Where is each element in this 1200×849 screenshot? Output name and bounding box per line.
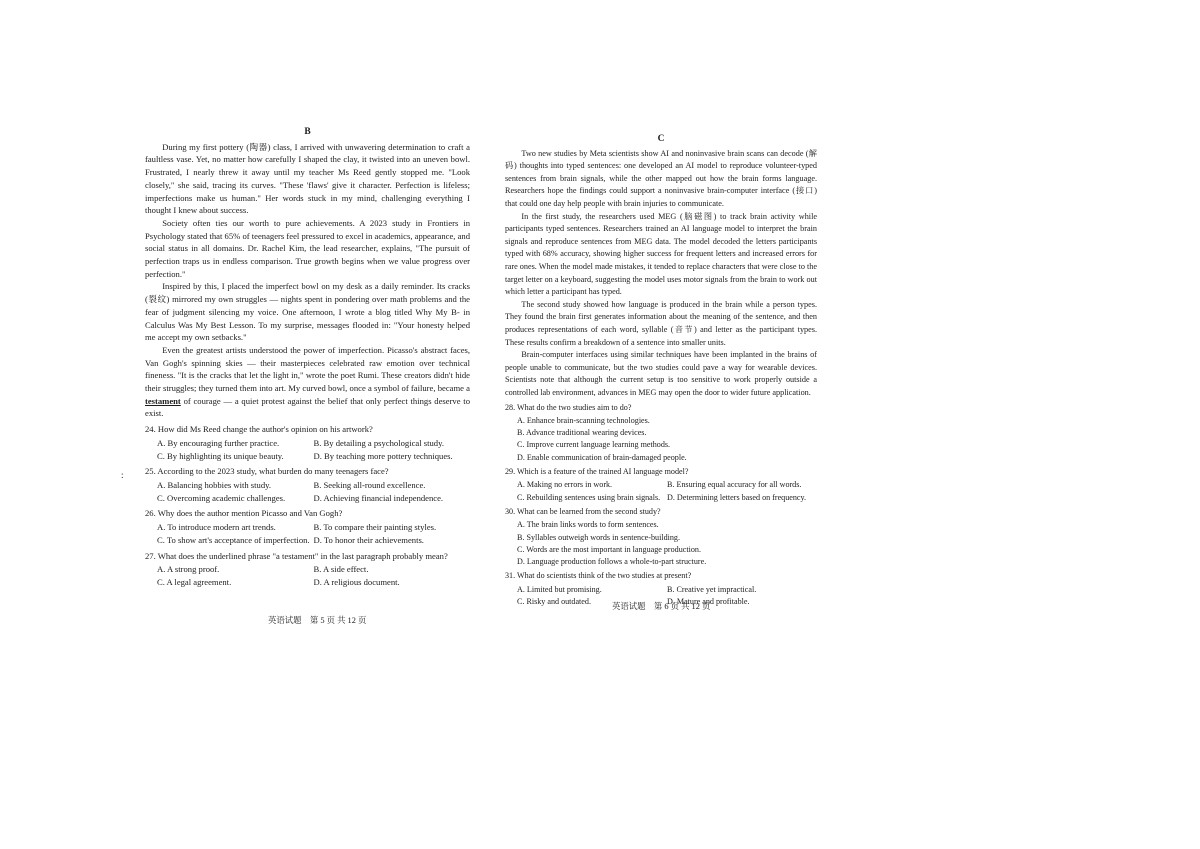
- passage-b-paragraph-4: [145, 344, 470, 420]
- question-stem: 24. How did Ms Reed change the author's opinion on his artwork?: [145, 424, 373, 435]
- question-27: [145, 550, 470, 589]
- passage-c-paragraph-3: The second study showed how language is produced in the brain while a person types. They found the brain first generates information about the meaning of the sentence, and then produces representations of each word, syllable (音节) and letter as the participant types. These results confirm a breakdown of a sentence into smaller units.: [505, 299, 817, 347]
- page-6: [505, 133, 817, 608]
- option-d[interactable]: D. A religious document.: [313, 576, 400, 587]
- question-stem: 29. Which is a feature of the trained AI language model?: [505, 467, 689, 477]
- passage-b-paragraph-3: Inspired by this, I placed the imperfect bowl on my desk as a daily reminder. Its cracks (裂纹) mirrored my own struggles — nights spent in pondering over math problems and the fear of judgment silencing my voice. One afternoon, I wrote a blog titled Why My B- in Calculus Was My Best Lesson. To my surprise, messages flooded in: "Your honesty helped me accept my own setbacks.": [145, 281, 470, 343]
- question-28: [505, 402, 817, 464]
- option-a[interactable]: A. A strong proof.: [157, 564, 220, 575]
- margin-mark: :: [121, 470, 124, 480]
- option-a[interactable]: A. Making no errors in work.: [517, 480, 613, 490]
- question-stem: 26. Why does the author mention Picasso and Van Gogh?: [145, 508, 343, 519]
- option-d[interactable]: D. Mature and profitable.: [667, 597, 750, 607]
- question-stem: 25. According to the 2023 study, what burden do many teenagers face?: [145, 466, 389, 477]
- option-c[interactable]: C. Improve current language learning methods.: [517, 440, 671, 450]
- page-5-footer: 英语试题 第 5 页 共 12 页: [268, 616, 367, 625]
- question-stem: 27. What does the underlined phrase "a testament" in the last paragraph probably mean?: [145, 550, 448, 561]
- option-b[interactable]: B. A side effect.: [313, 564, 369, 575]
- passage-c-paragraph-4: Brain-computer interfaces using similar techniques have been implanted in the brains of people unable to communicate, but the two studies could pave a way for wearable devices. Scientists note that although the current setup is too sensitive to work properly outside a controlled lab environment, advances in MEG may open the door to wider future application.: [505, 350, 817, 397]
- option-a[interactable]: A. The brain links words to form sentences.: [517, 520, 659, 530]
- question-29: [505, 466, 817, 504]
- option-a[interactable]: A. To introduce modern art trends.: [157, 522, 276, 533]
- option-b[interactable]: B. Ensuring equal accuracy for all words.: [667, 480, 802, 490]
- question-26: [145, 507, 470, 546]
- option-a[interactable]: A. Limited but promising.: [517, 584, 602, 594]
- page-5: [145, 126, 470, 589]
- question-24: [145, 423, 470, 462]
- option-c[interactable]: C. A legal agreement.: [157, 576, 232, 587]
- option-c[interactable]: C. Rebuilding sentences using brain signals.: [517, 492, 661, 502]
- option-b[interactable]: B. Advance traditional wearing devices.: [517, 428, 647, 438]
- option-b[interactable]: B. By detailing a psychological study.: [313, 437, 444, 448]
- option-c[interactable]: C. Overcoming academic challenges.: [157, 492, 286, 503]
- paragraph-4-ending: of courage — a quiet protest against the belief that only perfect things deserve to exist.: [145, 395, 470, 419]
- passage-c-paragraph-2: In the first study, the researchers used MEG (脑磁图) to track brain activity while participants typed sentences. Researchers trained an AI language model to interpret the brain signals and reproduce sentences from MEG data. The model decoded the letters participants typed with 68% accuracy, showing higher success for frequent letters and increased errors for rare ones. When the model made mistakes, it tended to replace characters that were close to the target letter on a keyboard, suggesting the model uses motor signals from the brain to work out which letter a participant has typed.: [505, 211, 817, 297]
- option-d[interactable]: D. Language production follows a whole-to-part structure.: [517, 557, 707, 567]
- option-b[interactable]: B. Syllables outweigh words in sentence-building.: [517, 532, 680, 542]
- option-d[interactable]: D. Determining letters based on frequency.: [667, 492, 807, 502]
- option-c[interactable]: C. To show art's acceptance of imperfection.: [157, 534, 310, 545]
- question-30: [505, 506, 817, 568]
- option-a[interactable]: A. Enhance brain-scanning technologies.: [517, 415, 650, 425]
- passage-c-paragraph-1: Two new studies by Meta scientists show AI and noninvasive brain scans can decode (解码) thoughts into typed sentences: one developed an AI model to reproduce volunteer-typed sentences from brain signals, while the other mapped out how the brain forms language. Researchers hope the findings could support a noninvasive brain-computer interface (接口) that could one day help people with brain injuries to communicate.: [505, 148, 817, 209]
- paragraph-4-text: Even the greatest artists understood the power of imperfection. Picasso's abstract faces, Van Gogh's spinning skies — their masterpieces celebrated raw emotion over technical fineness. "It is the cracks that let the light in," wrote the poet Rumi. These creators didn't hide their struggles; they turned them into art. My curved bowl, once a symbol of failure, became a: [145, 344, 470, 394]
- question-stem: 28. What do the two studies aim to do?: [505, 402, 632, 412]
- option-d[interactable]: D. Achieving financial independence.: [313, 492, 444, 503]
- option-c[interactable]: C. Words are the most important in language production.: [517, 544, 701, 554]
- passage-b-paragraph-2: Society often ties our worth to pure achievements. A 2023 study in Frontiers in Psychology stated that 65% of teenagers feel pressured to excel in academics, appearance, and social status in all domains. Dr. Rachel Kim, the lead researcher, explains, "The pursuit of perfection traps us in endless comparison. True growth begins when we value progress over perfection.": [145, 217, 470, 279]
- question-stem: 31. What do scientists think of the two studies at present?: [505, 571, 692, 581]
- option-a[interactable]: A. Balancing hobbies with study.: [157, 479, 272, 490]
- option-c[interactable]: C. Risky and outdated.: [517, 597, 591, 607]
- question-stem: 30. What can be learned from the second study?: [505, 506, 661, 516]
- option-b[interactable]: B. To compare their painting styles.: [313, 522, 437, 533]
- option-a[interactable]: A. By encouraging further practice.: [157, 437, 280, 448]
- option-d[interactable]: D. By teaching more pottery techniques.: [313, 450, 453, 461]
- option-d[interactable]: D. To honor their achievements.: [313, 534, 424, 545]
- question-25: [145, 465, 470, 504]
- underlined-testament: testament: [145, 395, 181, 406]
- passage-b-paragraph-1: During my first pottery (陶器) class, I arrived with unwavering determination to craft a faultless vase. Yet, no matter how carefully I shaped the clay, it twisted into an uneven bowl. Frustrated, I nearly threw it away until my teacher Ms Reed gently stopped me. "Look closely," she said, tracing its curves. "These 'flaws' give it character. Perfection is lifeless; imperfections make us human." Her words stuck in my mind, challenging everything I thought I knew about success.: [145, 141, 470, 216]
- option-b[interactable]: B. Creative yet impractical.: [667, 584, 757, 594]
- option-b[interactable]: B. Seeking all-round excellence.: [313, 479, 426, 490]
- section-b-title: B: [304, 127, 311, 137]
- page-6-footer: 英语试题 第 6 页 共 12 页: [612, 602, 711, 611]
- option-c[interactable]: C. By highlighting its unique beauty.: [157, 450, 284, 461]
- section-c-title: C: [657, 134, 665, 144]
- option-d[interactable]: D. Enable communication of brain-damaged people.: [517, 452, 687, 462]
